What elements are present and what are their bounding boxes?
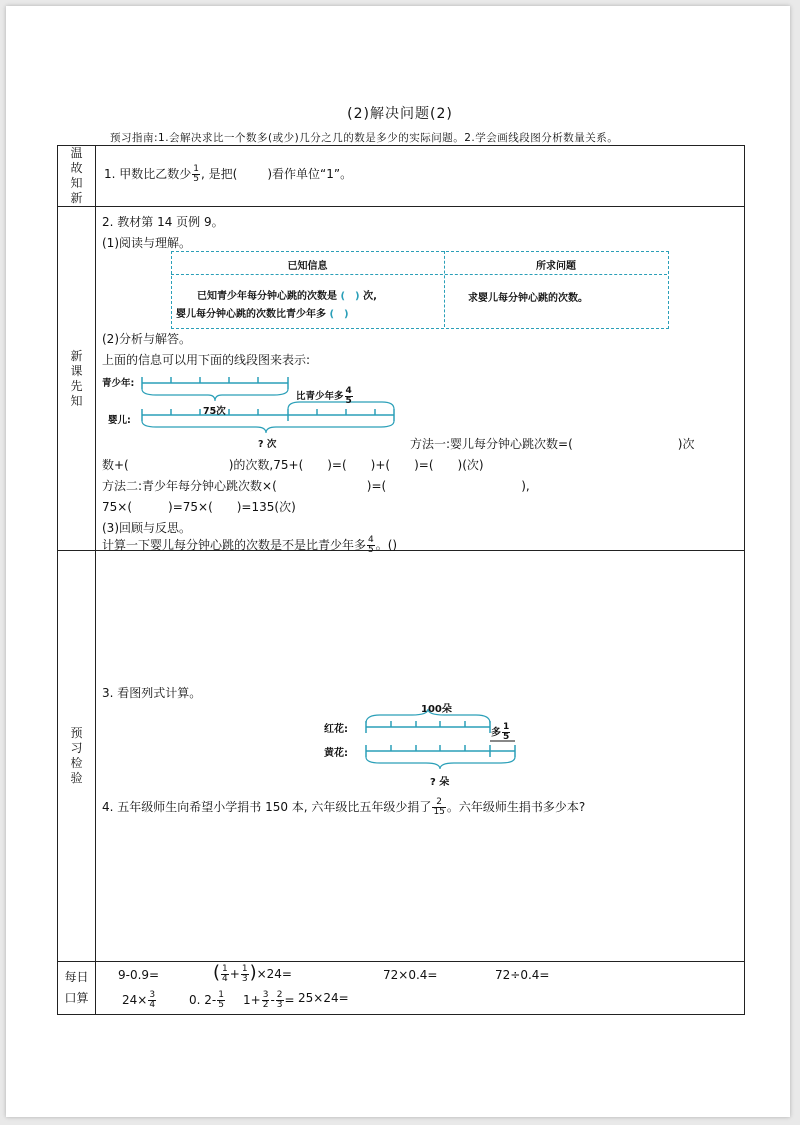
section-label-check: 预 习 检 验	[58, 551, 96, 962]
daily-calc-cell	[96, 962, 745, 1015]
question-2: 2. 教材第 14 页例 9。	[102, 215, 224, 229]
preview-guide: 预习指南:1.会解决求比一个数多(或少)几分之几的数是多少的实际问题。2.学会画线段图分析数量关系。	[110, 132, 619, 144]
known-info-line-1: 已知青少年每分钟心跳的次数是 ( ) 次,	[197, 291, 377, 302]
question-4: 4. 五年级师生向希望小学捐书 150 本, 六年级比五年级少捐了 $\frac{2}{15}$ 。六年级师生捐书多少本?	[102, 797, 586, 817]
method-2-line-2: 75×( )=75×( )=135(次)	[102, 500, 296, 514]
question-3: 3. 看图列式计算。	[102, 686, 202, 700]
red-total-brace	[366, 709, 490, 723]
step-3: (3)回顾与反思。	[102, 521, 191, 535]
yellow-brace	[366, 757, 515, 769]
question-text: 求婴儿每分钟心跳的次数。	[468, 293, 588, 304]
new-lesson-cell	[96, 207, 745, 555]
calc-5: 24× $\frac{3}{4}$	[122, 990, 156, 1010]
step-2: (2)分析与解答。	[102, 332, 191, 346]
section-label-daily: 每日 口算	[58, 962, 96, 1015]
section-label-review: 温 故 知 新	[58, 146, 96, 207]
yellow-flower-total: ? 朵	[430, 777, 450, 788]
more-label: 比青少年多 $\frac{4}{5}$	[296, 386, 352, 406]
more-fraction-label: 多 $\frac{1}{5}$	[491, 722, 510, 742]
red-flower-label: 红花:	[324, 724, 348, 735]
reflection-question: 计算一下婴儿每分钟心跳的次数是不是比青少年多 $\frac{4}{5}$ 。()	[102, 535, 398, 555]
calc-7: 1+ $\frac{3}{2}$ - $\frac{2}{3}$ =	[243, 990, 295, 1010]
method-2-line-1: 方法二:青少年每分钟心跳次数×( )=( ),	[102, 479, 530, 493]
method-1-line-2: 数+( )的次数,75+( )=( )+( )=( )(次)	[102, 458, 484, 472]
calc-3: 72×0.4=	[383, 968, 438, 982]
flower-total: 100朵	[421, 704, 452, 715]
teen-segment	[142, 377, 288, 389]
worksheet-table	[57, 145, 745, 1015]
preview-check-cell	[96, 551, 745, 962]
calc-4: 72÷0.4=	[495, 968, 550, 982]
question-header: 所求问题	[536, 261, 576, 272]
baby-segment	[142, 409, 394, 421]
red-segment	[366, 721, 490, 733]
yellow-segment	[366, 745, 515, 757]
question-1: 1. 甲数比乙数少 $\frac{1}{5}$ , 是把( )看作单位“1”。	[104, 164, 353, 184]
flower-line-diagram	[356, 707, 536, 782]
teen-label: 青少年:	[102, 378, 135, 389]
section-label-new: 新 课 先 知	[58, 207, 96, 551]
known-info-line-2: 婴儿每分钟心跳的次数比青少年多 ( )	[176, 309, 349, 320]
page-title: (2)解决问题(2)	[347, 106, 453, 122]
fraction: $\frac{1}{5}$	[193, 164, 199, 184]
yellow-flower-label: 黄花:	[324, 748, 348, 759]
calc-6: 0. 2- $\frac{1}{5}$	[189, 990, 224, 1010]
step-1: (1)阅读与理解。	[102, 236, 191, 250]
teen-brace	[142, 389, 288, 401]
review-cell	[96, 146, 745, 207]
known-info-header: 已知信息	[287, 261, 328, 272]
baby-label: 婴儿:	[108, 415, 131, 426]
baby-value: ? 次	[258, 439, 277, 450]
method-1-line-1: 方法一:婴儿每分钟心跳次数=( )次	[410, 437, 695, 451]
calc-2: ( $\frac{1}{4}$ + $\frac{1}{3}$ )×24=	[213, 962, 292, 984]
calc-1: 9-0.9=	[118, 968, 160, 982]
line-diagram-intro: 上面的信息可以用下面的线段图来表示:	[102, 353, 311, 367]
calc-8: 25×24=	[298, 991, 349, 1005]
baby-brace	[142, 421, 394, 433]
teen-value: 75次	[203, 406, 226, 417]
